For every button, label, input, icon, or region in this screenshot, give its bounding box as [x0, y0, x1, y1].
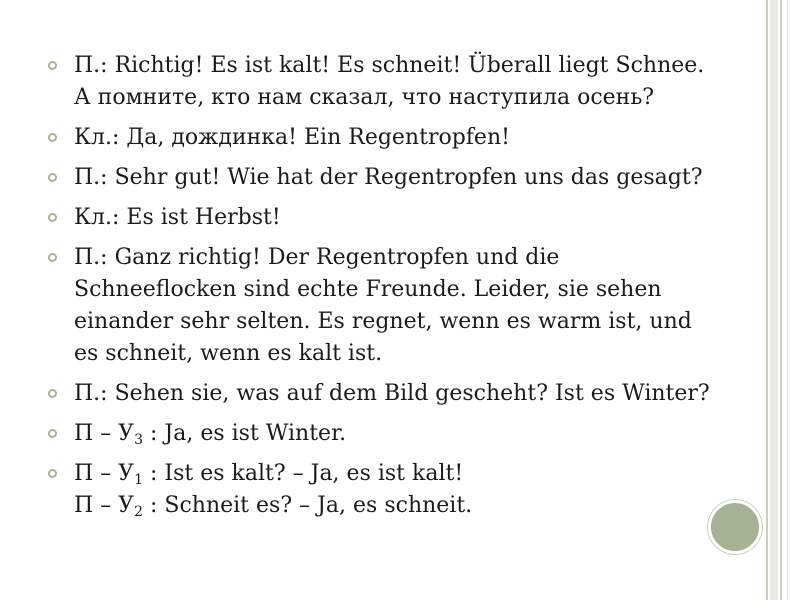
dialogue-text: : Ist es kalt? – Ja, es ist kalt! — [143, 461, 464, 486]
text-line: es schneit, wenn es kalt ist. — [74, 341, 383, 366]
text-line — [74, 418, 778, 450]
text-line: П.: Sehr gut! Wie hat der Regentropfen uns das gesagt? — [74, 165, 703, 190]
list-item — [48, 162, 778, 194]
subscript-number: 2 — [134, 504, 143, 520]
text-line: П.: Ganz richtig! Der Regentropfen und die — [74, 245, 560, 270]
speaker-label: П – У — [74, 461, 135, 486]
dialogue-text: : Schneit es? – Ja, es schneit. — [143, 493, 473, 518]
list-item — [48, 202, 778, 234]
speaker-label: П – У — [74, 421, 135, 446]
list-item — [48, 378, 778, 410]
list-item — [48, 50, 778, 114]
bullet-icon — [48, 469, 57, 478]
text-line: Кл.: Es ist Herbst! — [74, 205, 281, 230]
right-border-line — [787, 0, 788, 600]
text-line: Schneeflocken sind echte Freunde. Leider, sie sehen — [74, 277, 662, 302]
list-item — [48, 418, 778, 450]
list-item — [48, 458, 778, 522]
text-line — [74, 458, 778, 490]
subscript-number: 1 — [134, 472, 143, 488]
speaker-label: П – У — [74, 493, 135, 518]
bullet-icon — [48, 213, 57, 222]
text-line: П.: Richtig! Es ist kalt! Es schneit! Überall liegt Schnee. — [74, 53, 705, 78]
subscript-number: 3 — [134, 432, 143, 448]
text-line: Кл.: Да, дождинка! Ein Regentropfen! — [74, 125, 510, 150]
dialogue-text: : Ja, es ist Winter. — [143, 421, 347, 446]
list-item — [48, 122, 778, 154]
bullet-list — [48, 50, 778, 522]
bullet-icon — [48, 173, 57, 182]
bullet-icon — [48, 253, 57, 262]
list-item — [48, 242, 778, 370]
text-line: einander sehr selten. Es regnet, wenn es warm ist, und — [74, 309, 692, 334]
text-line: А помните, кто нам сказал, что наступила осень? — [74, 85, 655, 110]
right-border-line — [780, 0, 782, 600]
bullet-icon — [48, 429, 57, 438]
text-line — [74, 490, 778, 522]
bullet-icon — [48, 133, 57, 142]
text-line: П.: Sehen sie, was auf dem Bild gescheht? Ist es Winter? — [74, 381, 710, 406]
bullet-icon — [48, 61, 57, 70]
bullet-icon — [48, 389, 57, 398]
slide-content — [48, 50, 778, 530]
